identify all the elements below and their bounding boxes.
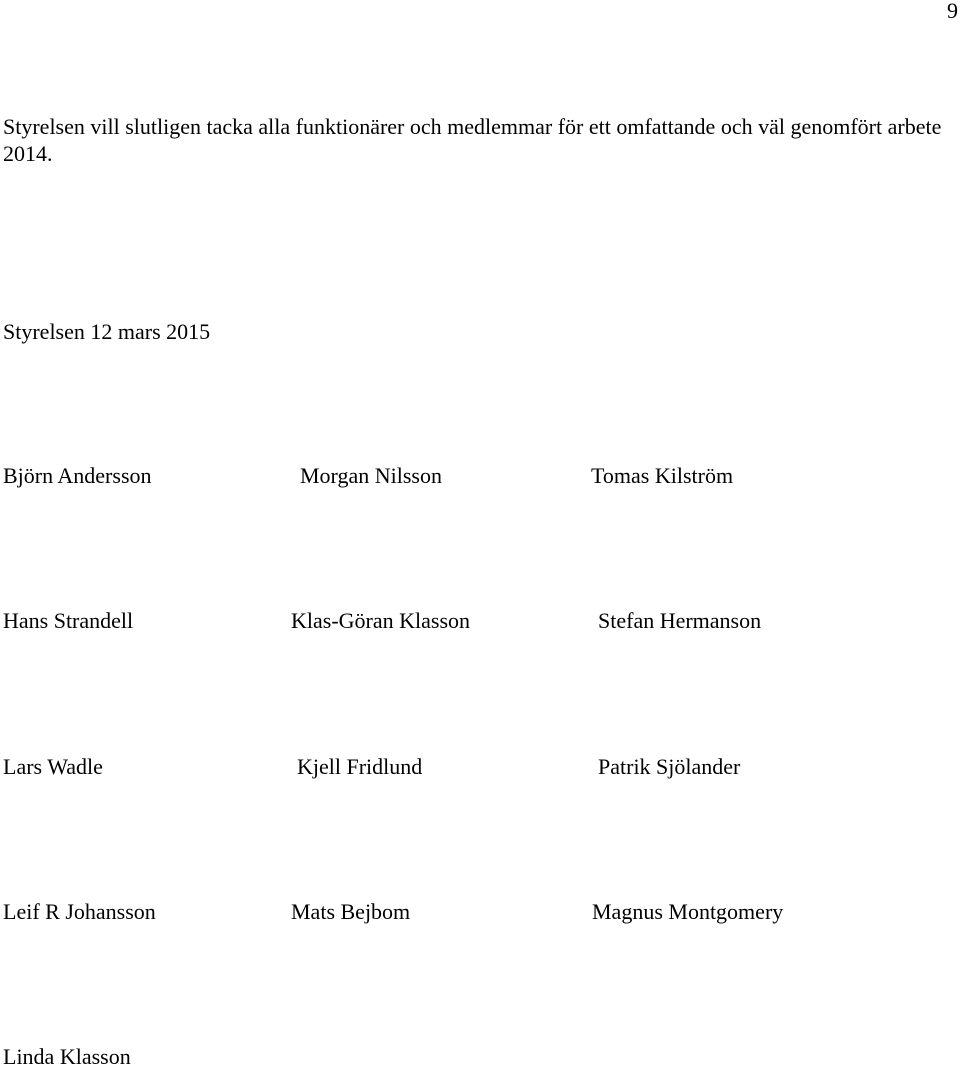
signature-name: Kjell Fridlund <box>297 754 423 779</box>
signature-name: Björn Andersson <box>3 463 152 488</box>
signature-name: Magnus Montgomery <box>592 899 784 924</box>
signature-name: Mats Bejbom <box>291 899 411 924</box>
signature-name: Tomas Kilström <box>591 463 734 488</box>
signature-row <box>0 607 960 637</box>
signature-name: Morgan Nilsson <box>300 463 442 488</box>
thank-you-paragraph: Styrelsen vill slutligen tacka alla funktionärer och medlemmar för ett omfattande och väl genomfört arbete 2014. <box>3 114 942 166</box>
signature-name: Patrik Sjölander <box>598 754 741 779</box>
page-number: 9 <box>947 0 958 23</box>
signature-row <box>0 753 960 783</box>
signature-name: Lars Wadle <box>3 754 103 779</box>
signature-row <box>0 898 960 928</box>
signature-name: Linda Klasson <box>3 1044 131 1069</box>
signature-name: Hans Strandell <box>3 608 134 633</box>
signature-name: Leif R Johansson <box>3 899 156 924</box>
signature-name: Klas-Göran Klasson <box>291 608 471 633</box>
signature-row <box>0 462 960 492</box>
signature-name: Stefan Hermanson <box>598 608 762 633</box>
board-date-line: Styrelsen 12 mars 2015 <box>3 319 211 344</box>
